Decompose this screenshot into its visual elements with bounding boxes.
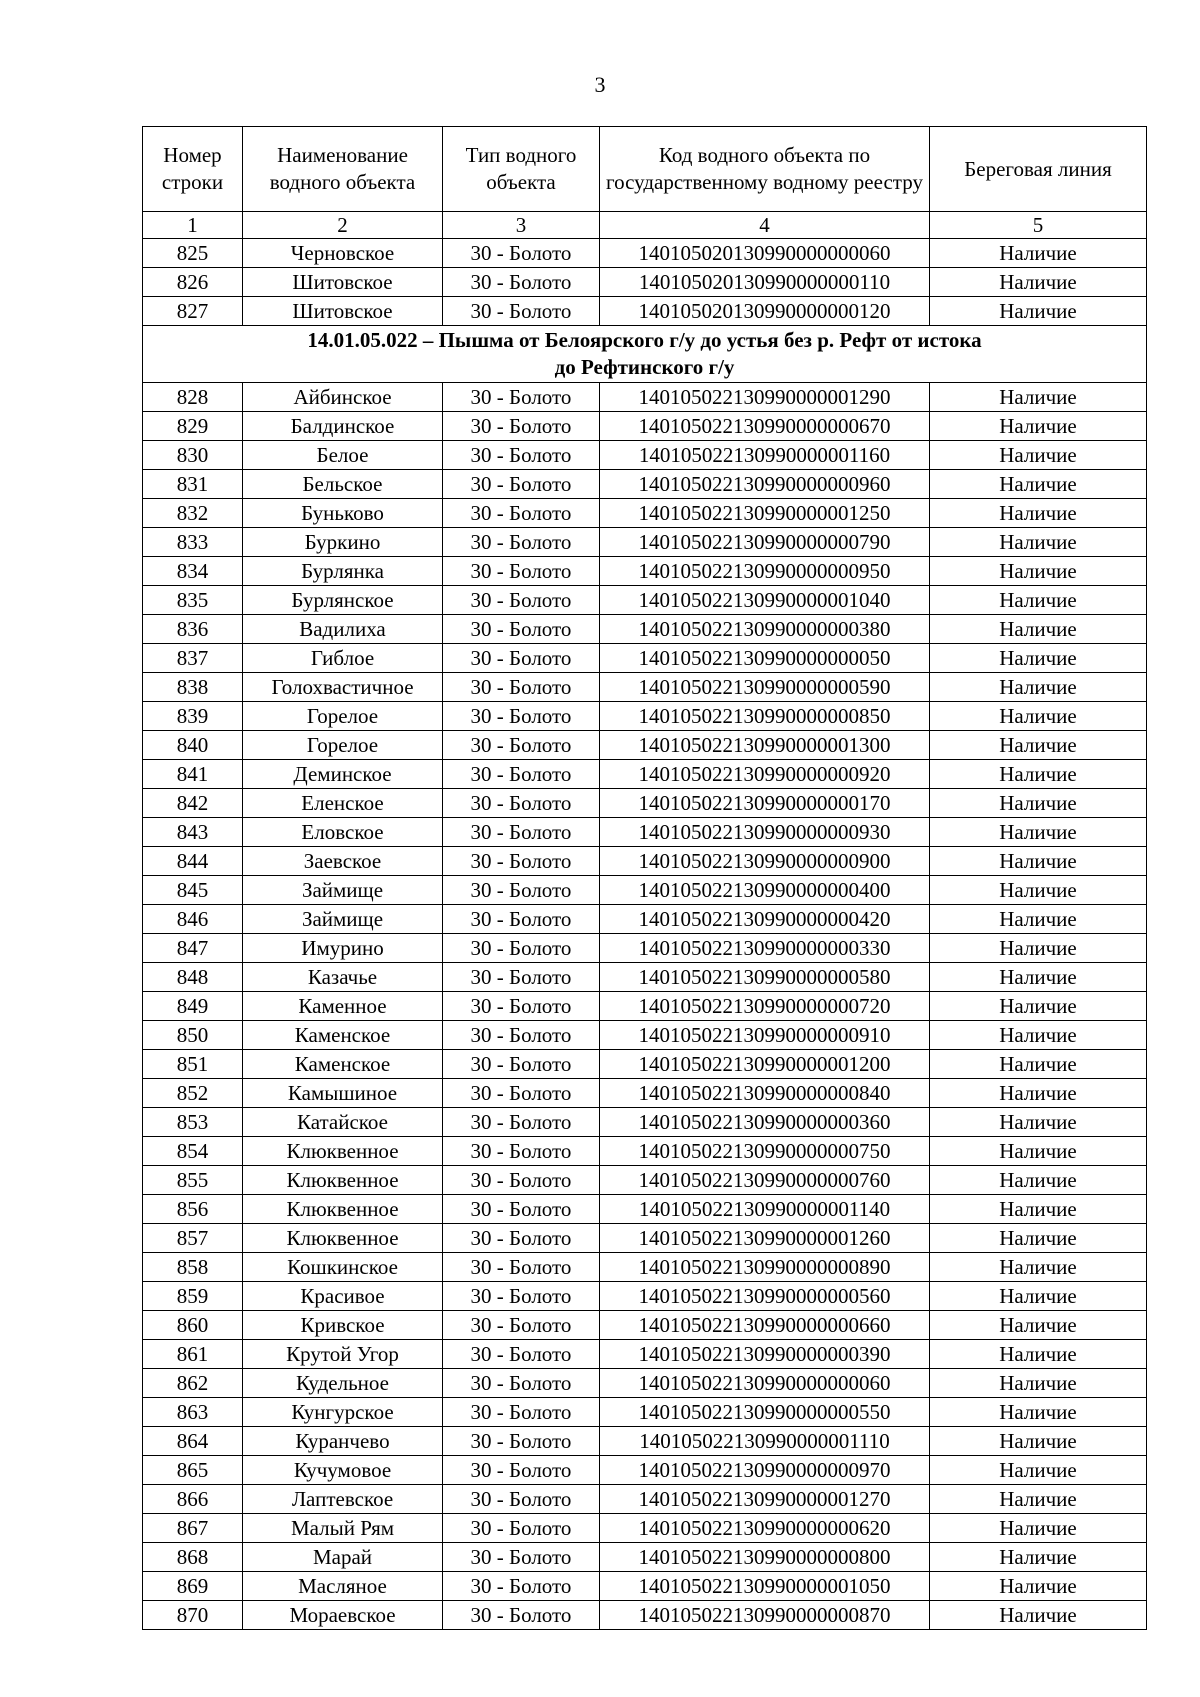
registry-code-cell: 140105022130990000000390 (600, 1340, 930, 1369)
table-row (143, 644, 1147, 673)
object-name-cell: Шитовское (243, 268, 443, 297)
shoreline-cell: Наличие (930, 644, 1147, 673)
object-name-cell: Имурино (243, 934, 443, 963)
object-type-cell: 30 - Болото (443, 441, 600, 470)
registry-code-cell: 140105022130990000000620 (600, 1514, 930, 1543)
page-number: 3 (594, 72, 606, 97)
section-header-row (143, 326, 1147, 383)
object-type-cell: 30 - Болото (443, 963, 600, 992)
table-row (143, 1311, 1147, 1340)
object-type-cell: 30 - Болото (443, 992, 600, 1021)
object-name-cell: Кошкинское (243, 1253, 443, 1282)
object-type-cell: 30 - Болото (443, 297, 600, 326)
registry-code-cell: 140105020130990000000120 (600, 297, 930, 326)
registry-code-cell: 140105022130990000000580 (600, 963, 930, 992)
table-row (143, 1543, 1147, 1572)
shoreline-cell: Наличие (930, 673, 1147, 702)
table-row (143, 1369, 1147, 1398)
shoreline-cell: Наличие (930, 1514, 1147, 1543)
section-title-line: 14.01.05.022 – Пышма от Белоярского г/у до устья без р. Рефт от истока (307, 328, 982, 352)
shoreline-cell: Наличие (930, 297, 1147, 326)
shoreline-cell: Наличие (930, 1166, 1147, 1195)
registry-code-cell: 140105022130990000000590 (600, 673, 930, 702)
object-name-cell: Шитовское (243, 297, 443, 326)
object-name-cell: Бельское (243, 470, 443, 499)
registry-code-cell: 140105022130990000000400 (600, 876, 930, 905)
object-type-cell: 30 - Болото (443, 412, 600, 441)
registry-code-cell: 140105022130990000001290 (600, 383, 930, 412)
shoreline-cell: Наличие (930, 731, 1147, 760)
object-type-cell: 30 - Болото (443, 499, 600, 528)
object-type-cell: 30 - Болото (443, 268, 600, 297)
row-number-cell: 834 (143, 557, 243, 586)
row-number-cell: 860 (143, 1311, 243, 1340)
table-body (143, 239, 1147, 1630)
table-row (143, 702, 1147, 731)
object-name-cell: Мораевское (243, 1601, 443, 1630)
shoreline-cell: Наличие (930, 1282, 1147, 1311)
object-type-cell: 30 - Болото (443, 1369, 600, 1398)
row-number-cell: 851 (143, 1050, 243, 1079)
registry-code-cell: 140105022130990000000900 (600, 847, 930, 876)
object-type-cell: 30 - Болото (443, 876, 600, 905)
shoreline-cell: Наличие (930, 383, 1147, 412)
row-number-cell: 861 (143, 1340, 243, 1369)
registry-code-cell: 140105022130990000000870 (600, 1601, 930, 1630)
column-number: 3 (443, 212, 600, 239)
row-number-cell: 858 (143, 1253, 243, 1282)
object-type-cell: 30 - Болото (443, 905, 600, 934)
row-number-cell: 848 (143, 963, 243, 992)
row-number-cell: 840 (143, 731, 243, 760)
registry-code-cell: 140105022130990000001270 (600, 1485, 930, 1514)
row-number-cell: 849 (143, 992, 243, 1021)
shoreline-cell: Наличие (930, 1108, 1147, 1137)
row-number-cell: 864 (143, 1427, 243, 1456)
row-number-cell: 850 (143, 1021, 243, 1050)
object-name-cell: Заевское (243, 847, 443, 876)
registry-code-cell: 140105022130990000000840 (600, 1079, 930, 1108)
table-row (143, 963, 1147, 992)
object-type-cell: 30 - Болото (443, 934, 600, 963)
object-name-cell: Вадилиха (243, 615, 443, 644)
object-name-cell: Черновское (243, 239, 443, 268)
object-name-cell: Займище (243, 876, 443, 905)
object-type-cell: 30 - Болото (443, 470, 600, 499)
section-title-line: до Рефтинского г/у (554, 355, 735, 379)
column-numbers-row (143, 212, 1147, 239)
shoreline-cell: Наличие (930, 847, 1147, 876)
shoreline-cell: Наличие (930, 1224, 1147, 1253)
registry-code-cell: 140105022130990000000170 (600, 789, 930, 818)
shoreline-cell: Наличие (930, 1195, 1147, 1224)
shoreline-cell: Наличие (930, 557, 1147, 586)
row-number-cell: 838 (143, 673, 243, 702)
object-name-cell: Каменное (243, 992, 443, 1021)
object-type-cell: 30 - Болото (443, 673, 600, 702)
shoreline-cell: Наличие (930, 876, 1147, 905)
shoreline-cell: Наличие (930, 499, 1147, 528)
object-name-cell: Бурлянка (243, 557, 443, 586)
registry-code-cell: 140105022130990000000750 (600, 1137, 930, 1166)
object-type-cell: 30 - Болото (443, 847, 600, 876)
object-type-cell: 30 - Болото (443, 586, 600, 615)
table-row (143, 1340, 1147, 1369)
object-name-cell: Гиблое (243, 644, 443, 673)
object-type-cell: 30 - Болото (443, 1543, 600, 1572)
object-type-cell: 30 - Болото (443, 760, 600, 789)
row-number-cell: 853 (143, 1108, 243, 1137)
row-number-cell: 856 (143, 1195, 243, 1224)
object-name-cell: Камышиное (243, 1079, 443, 1108)
table-row (143, 818, 1147, 847)
row-number-cell: 833 (143, 528, 243, 557)
registry-code-cell: 140105022130990000001300 (600, 731, 930, 760)
shoreline-cell: Наличие (930, 1311, 1147, 1340)
object-type-cell: 30 - Болото (443, 1021, 600, 1050)
row-number-cell: 867 (143, 1514, 243, 1543)
row-number-cell: 839 (143, 702, 243, 731)
object-name-cell: Катайское (243, 1108, 443, 1137)
registry-code-cell: 140105022130990000000920 (600, 760, 930, 789)
object-name-cell: Малый Рям (243, 1514, 443, 1543)
table-row (143, 412, 1147, 441)
shoreline-cell: Наличие (930, 1427, 1147, 1456)
object-name-cell: Еловское (243, 818, 443, 847)
registry-code-cell: 140105022130990000000760 (600, 1166, 930, 1195)
table-row (143, 297, 1147, 326)
row-number-cell: 852 (143, 1079, 243, 1108)
object-name-cell: Горелое (243, 731, 443, 760)
row-number-cell: 831 (143, 470, 243, 499)
registry-code-cell: 140105022130990000000550 (600, 1398, 930, 1427)
object-type-cell: 30 - Болото (443, 1166, 600, 1195)
registry-code-cell: 140105020130990000000110 (600, 268, 930, 297)
object-name-cell: Айбинское (243, 383, 443, 412)
object-name-cell: Горелое (243, 702, 443, 731)
table-row (143, 1572, 1147, 1601)
shoreline-cell: Наличие (930, 760, 1147, 789)
table-row (143, 1253, 1147, 1282)
object-name-cell: Бурлянское (243, 586, 443, 615)
shoreline-cell: Наличие (930, 239, 1147, 268)
table-row (143, 470, 1147, 499)
row-number-cell: 836 (143, 615, 243, 644)
object-name-cell: Кучумовое (243, 1456, 443, 1485)
shoreline-cell: Наличие (930, 470, 1147, 499)
shoreline-cell: Наличие (930, 1456, 1147, 1485)
table-row (143, 557, 1147, 586)
object-type-cell: 30 - Болото (443, 702, 600, 731)
row-number-cell: 863 (143, 1398, 243, 1427)
row-number-cell: 837 (143, 644, 243, 673)
object-name-cell: Клюквенное (243, 1224, 443, 1253)
header-shoreline: Береговая линия (930, 127, 1147, 212)
object-name-cell: Буркино (243, 528, 443, 557)
registry-code-cell: 140105022130990000000380 (600, 615, 930, 644)
row-number-cell: 854 (143, 1137, 243, 1166)
row-number-cell: 855 (143, 1166, 243, 1195)
object-name-cell: Клюквенное (243, 1195, 443, 1224)
registry-code-cell: 140105022130990000000050 (600, 644, 930, 673)
object-name-cell: Клюквенное (243, 1166, 443, 1195)
object-type-cell: 30 - Болото (443, 1427, 600, 1456)
table-row (143, 1514, 1147, 1543)
table-row (143, 1601, 1147, 1630)
object-type-cell: 30 - Болото (443, 818, 600, 847)
row-number-cell: 827 (143, 297, 243, 326)
object-name-cell: Каменское (243, 1021, 443, 1050)
registry-code-cell: 140105022130990000000950 (600, 557, 930, 586)
registry-code-cell: 140105022130990000000930 (600, 818, 930, 847)
table-row (143, 1021, 1147, 1050)
object-type-cell: 30 - Болото (443, 557, 600, 586)
shoreline-cell: Наличие (930, 1050, 1147, 1079)
registry-code-cell: 140105022130990000000850 (600, 702, 930, 731)
object-name-cell: Казачье (243, 963, 443, 992)
object-name-cell: Кривское (243, 1311, 443, 1340)
registry-code-cell: 140105022130990000000800 (600, 1543, 930, 1572)
shoreline-cell: Наличие (930, 789, 1147, 818)
object-name-cell: Кунгурское (243, 1398, 443, 1427)
object-name-cell: Балдинское (243, 412, 443, 441)
shoreline-cell: Наличие (930, 1485, 1147, 1514)
table-row (143, 268, 1147, 297)
table-row (143, 239, 1147, 268)
object-name-cell: Красивое (243, 1282, 443, 1311)
object-name-cell: Масляное (243, 1572, 443, 1601)
registry-code-cell: 140105022130990000000890 (600, 1253, 930, 1282)
shoreline-cell: Наличие (930, 1340, 1147, 1369)
shoreline-cell: Наличие (930, 528, 1147, 557)
object-type-cell: 30 - Болото (443, 1224, 600, 1253)
object-name-cell: Голохвастичное (243, 673, 443, 702)
registry-code-cell: 140105022130990000000970 (600, 1456, 930, 1485)
column-number: 4 (600, 212, 930, 239)
object-type-cell: 30 - Болото (443, 731, 600, 760)
registry-code-cell: 140105022130990000000670 (600, 412, 930, 441)
table-row (143, 1050, 1147, 1079)
shoreline-cell: Наличие (930, 1398, 1147, 1427)
registry-code-cell: 140105022130990000000330 (600, 934, 930, 963)
object-name-cell: Клюквенное (243, 1137, 443, 1166)
registry-code-cell: 140105022130990000001160 (600, 441, 930, 470)
table-row (143, 615, 1147, 644)
object-type-cell: 30 - Болото (443, 1050, 600, 1079)
shoreline-cell: Наличие (930, 818, 1147, 847)
shoreline-cell: Наличие (930, 586, 1147, 615)
shoreline-cell: Наличие (930, 441, 1147, 470)
object-name-cell: Куранчево (243, 1427, 443, 1456)
shoreline-cell: Наличие (930, 1601, 1147, 1630)
row-number-cell: 835 (143, 586, 243, 615)
header-row (143, 127, 1147, 212)
registry-code-cell: 140105022130990000001250 (600, 499, 930, 528)
shoreline-cell: Наличие (930, 934, 1147, 963)
registry-code-cell: 140105022130990000001040 (600, 586, 930, 615)
registry-code-cell: 140105022130990000001110 (600, 1427, 930, 1456)
object-name-cell: Кудельное (243, 1369, 443, 1398)
shoreline-cell: Наличие (930, 1369, 1147, 1398)
registry-code-cell: 140105022130990000000790 (600, 528, 930, 557)
object-type-cell: 30 - Болото (443, 1456, 600, 1485)
object-type-cell: 30 - Болото (443, 1195, 600, 1224)
object-type-cell: 30 - Болото (443, 1340, 600, 1369)
registry-code-cell: 140105022130990000000910 (600, 1021, 930, 1050)
shoreline-cell: Наличие (930, 1137, 1147, 1166)
table-row (143, 1137, 1147, 1166)
object-type-cell: 30 - Болото (443, 615, 600, 644)
object-type-cell: 30 - Болото (443, 1572, 600, 1601)
registry-code-cell: 140105020130990000000060 (600, 239, 930, 268)
row-number-cell: 828 (143, 383, 243, 412)
row-number-cell: 847 (143, 934, 243, 963)
shoreline-cell: Наличие (930, 992, 1147, 1021)
row-number-cell: 829 (143, 412, 243, 441)
table-row (143, 586, 1147, 615)
table-row (143, 1224, 1147, 1253)
row-number-cell: 846 (143, 905, 243, 934)
header-registry-code: Код водного объекта по государственному водному реестру (600, 127, 930, 212)
object-type-cell: 30 - Болото (443, 1485, 600, 1514)
shoreline-cell: Наличие (930, 702, 1147, 731)
shoreline-cell: Наличие (930, 1543, 1147, 1572)
row-number-cell: 866 (143, 1485, 243, 1514)
table-row (143, 528, 1147, 557)
table-row (143, 1079, 1147, 1108)
table-header (143, 127, 1147, 239)
table-row (143, 673, 1147, 702)
shoreline-cell: Наличие (930, 905, 1147, 934)
shoreline-cell: Наличие (930, 615, 1147, 644)
registry-code-cell: 140105022130990000000560 (600, 1282, 930, 1311)
table-row (143, 1456, 1147, 1485)
table-row (143, 731, 1147, 760)
object-type-cell: 30 - Болото (443, 789, 600, 818)
object-type-cell: 30 - Болото (443, 644, 600, 673)
shoreline-cell: Наличие (930, 1021, 1147, 1050)
object-type-cell: 30 - Болото (443, 1079, 600, 1108)
object-type-cell: 30 - Болото (443, 383, 600, 412)
object-type-cell: 30 - Болото (443, 1137, 600, 1166)
object-name-cell: Буньково (243, 499, 443, 528)
column-number: 5 (930, 212, 1147, 239)
shoreline-cell: Наличие (930, 1253, 1147, 1282)
table-row (143, 1485, 1147, 1514)
row-number-cell: 844 (143, 847, 243, 876)
object-type-cell: 30 - Болото (443, 1311, 600, 1340)
row-number-cell: 842 (143, 789, 243, 818)
row-number-cell: 868 (143, 1543, 243, 1572)
object-name-cell: Деминское (243, 760, 443, 789)
registry-code-cell: 140105022130990000001140 (600, 1195, 930, 1224)
row-number-cell: 832 (143, 499, 243, 528)
header-object-name: Наименование водного объекта (243, 127, 443, 212)
shoreline-cell: Наличие (930, 1572, 1147, 1601)
table-row (143, 934, 1147, 963)
header-object-type: Тип водного объекта (443, 127, 600, 212)
shoreline-cell: Наличие (930, 268, 1147, 297)
table-row (143, 992, 1147, 1021)
object-type-cell: 30 - Болото (443, 1108, 600, 1137)
registry-code-cell: 140105022130990000000360 (600, 1108, 930, 1137)
table-row (143, 789, 1147, 818)
registry-code-cell: 140105022130990000001200 (600, 1050, 930, 1079)
row-number-cell: 825 (143, 239, 243, 268)
registry-code-cell: 140105022130990000001050 (600, 1572, 930, 1601)
row-number-cell: 843 (143, 818, 243, 847)
registry-code-cell: 140105022130990000001260 (600, 1224, 930, 1253)
table-row (143, 1427, 1147, 1456)
table-row (143, 847, 1147, 876)
object-type-cell: 30 - Болото (443, 528, 600, 557)
table-row (143, 1166, 1147, 1195)
row-number-cell: 857 (143, 1224, 243, 1253)
row-number-cell: 826 (143, 268, 243, 297)
table-row (143, 441, 1147, 470)
column-number: 1 (143, 212, 243, 239)
table-row (143, 905, 1147, 934)
table-row (143, 1108, 1147, 1137)
object-name-cell: Займище (243, 905, 443, 934)
shoreline-cell: Наличие (930, 412, 1147, 441)
water-registry-table (142, 126, 1147, 1630)
object-name-cell: Еленское (243, 789, 443, 818)
table-row (143, 499, 1147, 528)
table-row (143, 760, 1147, 789)
object-type-cell: 30 - Болото (443, 1282, 600, 1311)
object-type-cell: 30 - Болото (443, 239, 600, 268)
registry-code-cell: 140105022130990000000960 (600, 470, 930, 499)
shoreline-cell: Наличие (930, 963, 1147, 992)
object-name-cell: Марай (243, 1543, 443, 1572)
shoreline-cell: Наличие (930, 1079, 1147, 1108)
section-title (143, 326, 1147, 383)
object-type-cell: 30 - Болото (443, 1253, 600, 1282)
header-row-number: Номер строки (143, 127, 243, 212)
table-row (143, 1195, 1147, 1224)
object-name-cell: Лаптевское (243, 1485, 443, 1514)
registry-code-cell: 140105022130990000000420 (600, 905, 930, 934)
row-number-cell: 870 (143, 1601, 243, 1630)
row-number-cell: 862 (143, 1369, 243, 1398)
row-number-cell: 859 (143, 1282, 243, 1311)
table-row (143, 876, 1147, 905)
object-type-cell: 30 - Болото (443, 1514, 600, 1543)
registry-code-cell: 140105022130990000000660 (600, 1311, 930, 1340)
row-number-cell: 841 (143, 760, 243, 789)
row-number-cell: 865 (143, 1456, 243, 1485)
object-type-cell: 30 - Болото (443, 1601, 600, 1630)
table-row (143, 383, 1147, 412)
row-number-cell: 845 (143, 876, 243, 905)
object-name-cell: Крутой Угор (243, 1340, 443, 1369)
row-number-cell: 869 (143, 1572, 243, 1601)
row-number-cell: 830 (143, 441, 243, 470)
object-type-cell: 30 - Болото (443, 1398, 600, 1427)
table-row (143, 1282, 1147, 1311)
object-name-cell: Белое (243, 441, 443, 470)
column-number: 2 (243, 212, 443, 239)
object-name-cell: Каменское (243, 1050, 443, 1079)
registry-code-cell: 140105022130990000000060 (600, 1369, 930, 1398)
table-row (143, 1398, 1147, 1427)
registry-code-cell: 140105022130990000000720 (600, 992, 930, 1021)
